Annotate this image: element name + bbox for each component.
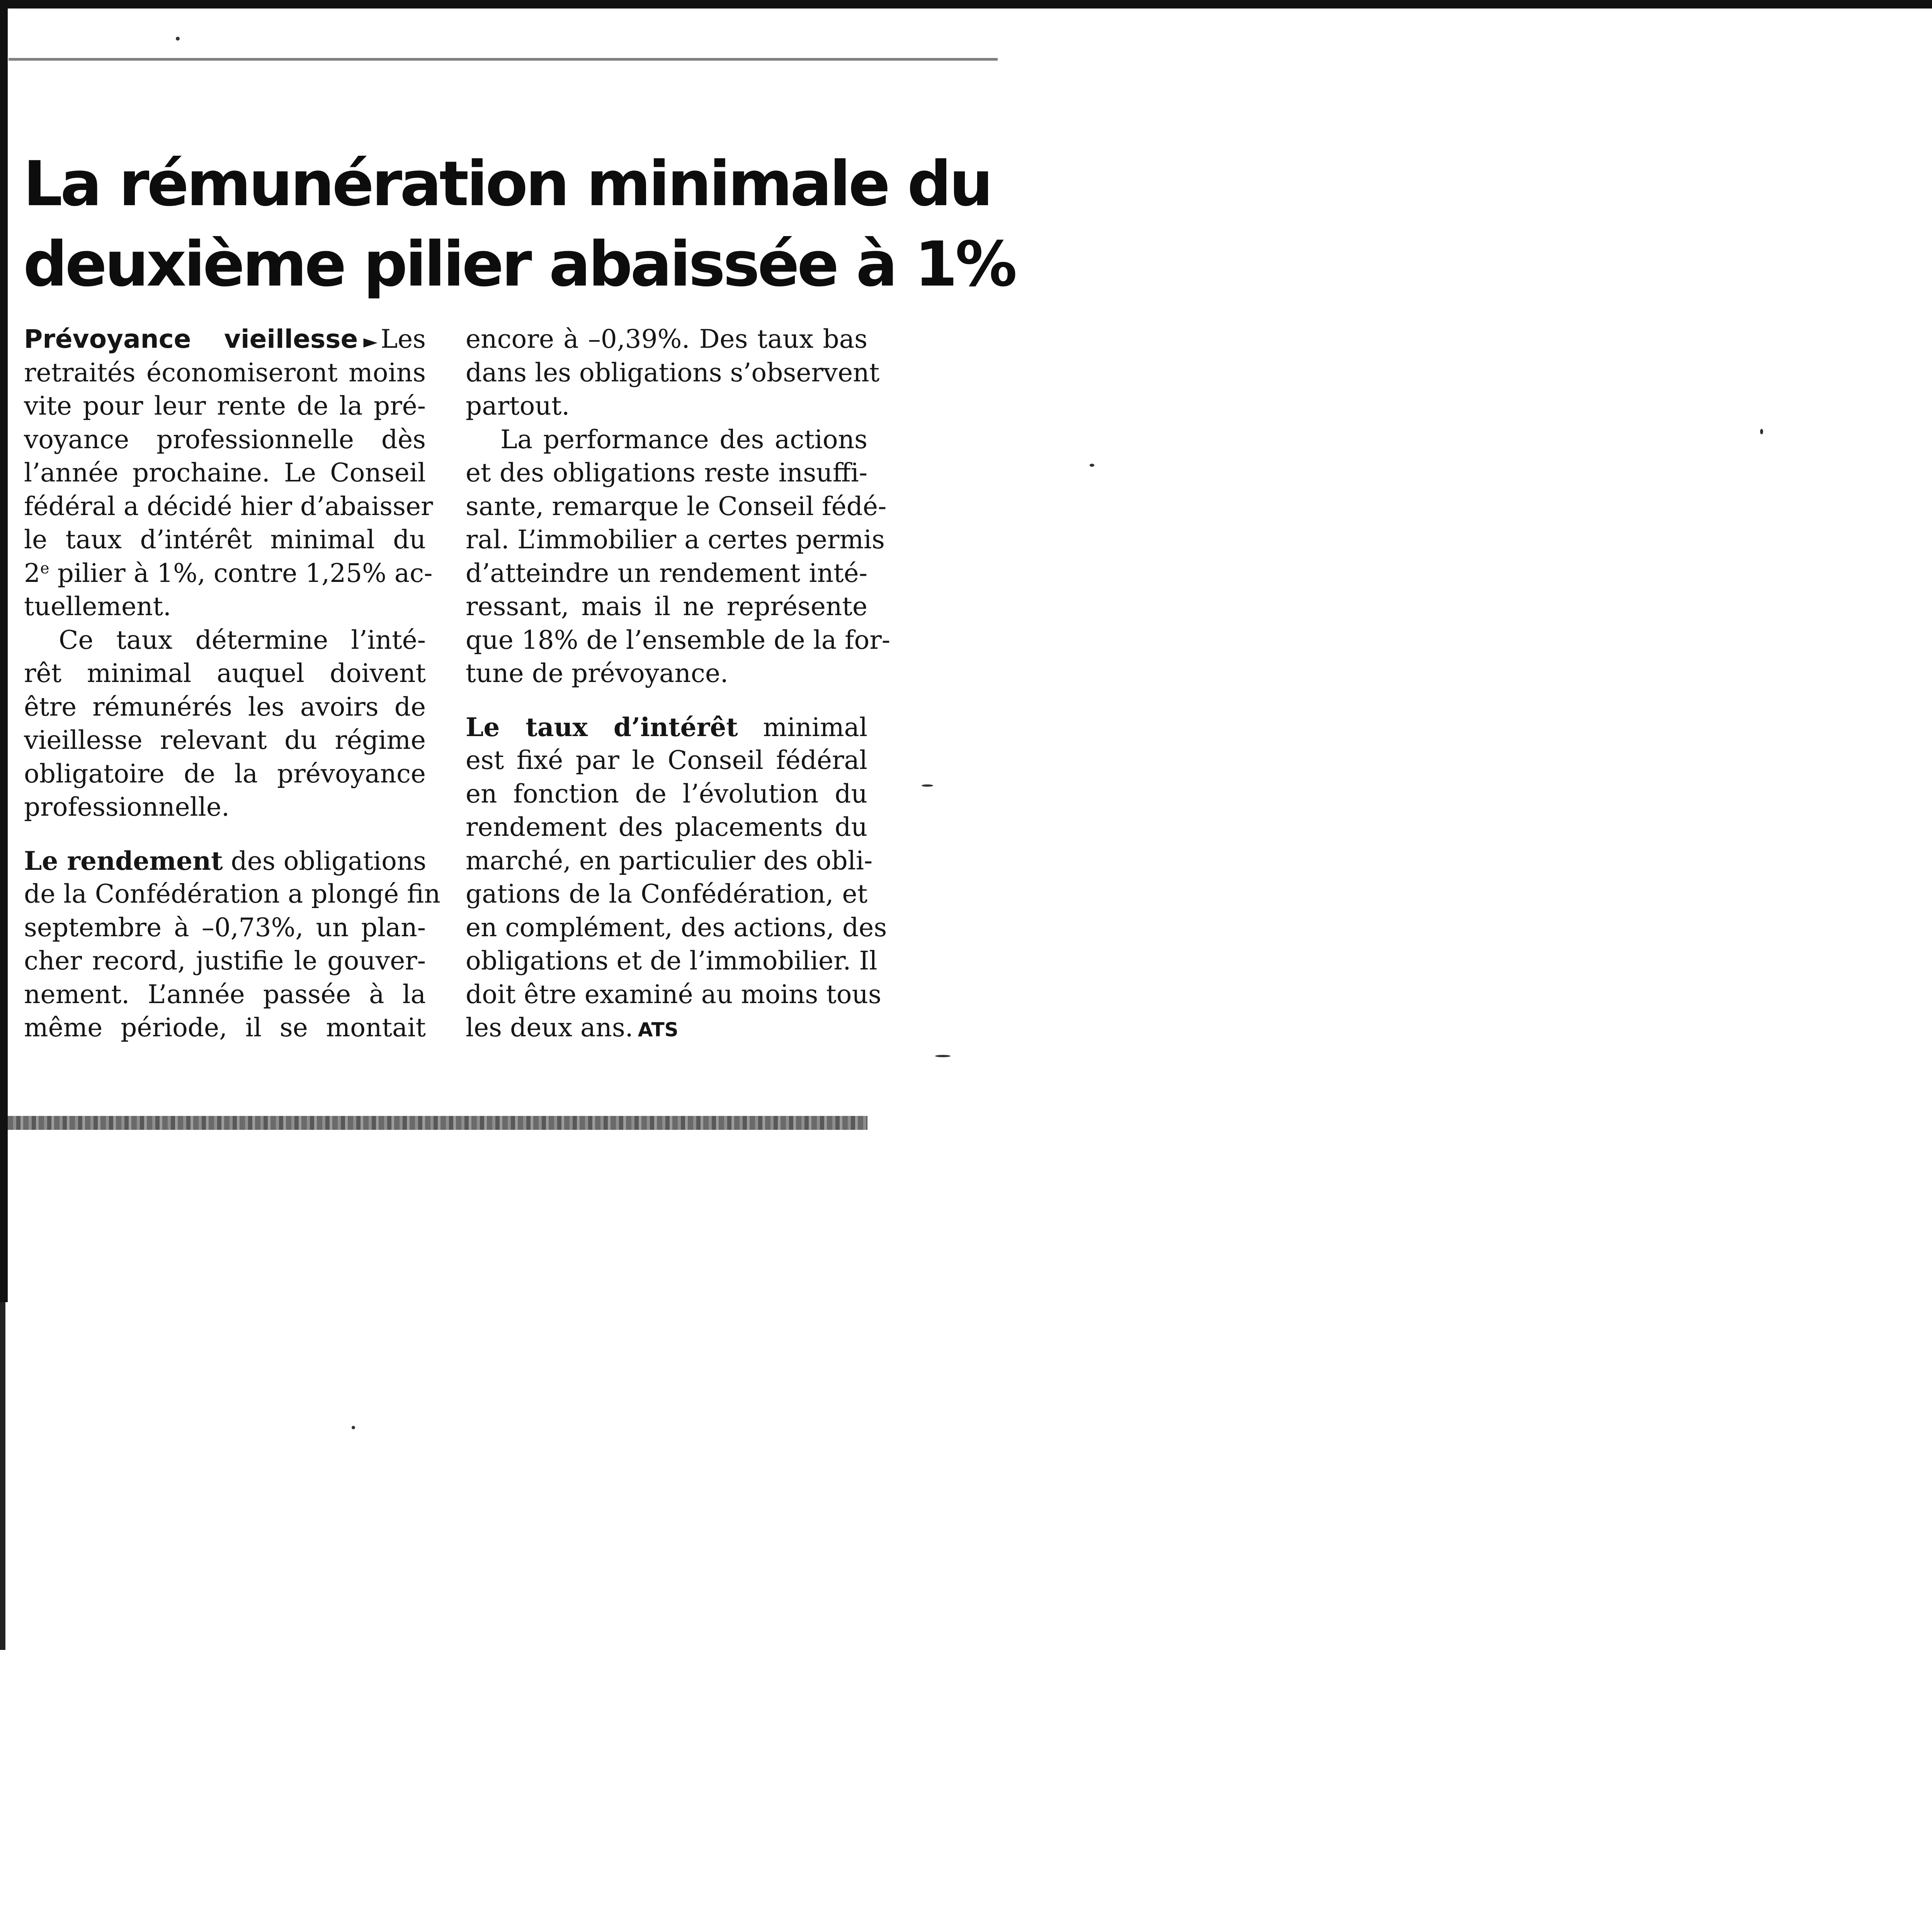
paragraph-lead: Le taux d’intérêt — [466, 712, 738, 742]
body-line: vite pour leur rente de la pré- — [24, 391, 426, 421]
scan-left-edge — [0, 0, 8, 1302]
body-text: les deux ans. — [466, 1013, 633, 1043]
body-line: doit être examiné au moins tous — [466, 979, 881, 1009]
body-line: dans les obligations s’observent — [466, 357, 880, 388]
body-line: encore à –0,39%. Des taux bas — [466, 324, 867, 354]
body-line: marché, en particulier des obli- — [466, 845, 873, 876]
scan-speck — [935, 1055, 951, 1057]
body-line: en fonction de l’évolution du — [466, 779, 867, 809]
body-text: minimal — [738, 712, 867, 742]
body-line: même période, il se montait — [24, 1013, 426, 1043]
body-line: cher record, justifie le gouver- — [24, 946, 426, 976]
top-rule — [9, 58, 998, 61]
body-line — [24, 557, 433, 590]
body-line: fédéral a décidé hier d’abaisser — [24, 491, 433, 521]
body-line: rendement des placements du — [466, 812, 867, 842]
article-column-left — [24, 323, 440, 1045]
headline — [23, 144, 1015, 304]
body-line: l’année prochaine. Le Conseil — [24, 458, 426, 488]
agency-signature: ATS — [638, 1019, 679, 1041]
kicker: Prévoyance vieillesse — [24, 324, 358, 354]
body-line: voyance professionnelle dès — [24, 424, 426, 454]
headline-line: La rémunération minimale du — [23, 148, 991, 220]
body-text: des obligations — [223, 846, 427, 876]
body-line: que 18% de l’ensemble de la for- — [466, 625, 891, 655]
body-line: vieillesse relevant du régime — [24, 725, 426, 755]
scan-speck — [352, 1426, 355, 1429]
body-line: partout. — [466, 391, 570, 421]
scan-left-edge-lower — [0, 1302, 5, 1650]
body-line: Ce taux détermine l’inté- — [59, 625, 426, 655]
article-column-right — [466, 323, 891, 1045]
body-text: pilier à 1%, contre 1,25% ac- — [49, 558, 433, 588]
body-line: obligations et de l’immobilier. Il — [466, 946, 878, 976]
body-line: tune de prévoyance. — [466, 658, 728, 688]
body-text: 2 — [24, 558, 40, 588]
body-text: Les — [381, 324, 426, 354]
scan-speck — [922, 784, 933, 787]
body-line: nement. L’année passée à la — [24, 979, 426, 1009]
body-line: sante, remarque le Conseil fédé- — [466, 491, 887, 521]
scan-speck — [1760, 429, 1763, 434]
scan-speck — [176, 37, 180, 41]
body-line — [466, 711, 867, 744]
scan-speck — [1090, 464, 1094, 467]
body-line: professionnelle. — [24, 792, 230, 822]
body-line: d’atteindre un rendement inté- — [466, 558, 867, 588]
body-line: est fixé par le Conseil fédéral — [466, 745, 867, 775]
body-line: de la Confédération a plongé fin — [24, 879, 440, 909]
body-line: gations de la Confédération, et — [466, 879, 867, 909]
body-line — [24, 323, 426, 356]
body-line: en complément, des actions, des — [466, 912, 887, 942]
body-line: septembre à –0,73%, un plan- — [24, 912, 426, 942]
body-line: et des obligations reste insuffi- — [466, 458, 867, 488]
body-line: le taux d’intérêt minimal du — [24, 525, 426, 554]
body-line: tuellement. — [24, 592, 172, 621]
body-line: obligatoire de la prévoyance — [24, 759, 426, 789]
body-line — [24, 844, 426, 878]
body-line: La performance des actions — [500, 424, 867, 454]
bottom-rule — [8, 1116, 867, 1130]
body-line: retraités économiseront moins — [24, 357, 426, 388]
headline-line: deuxième pilier abaissée à 1% — [23, 228, 1015, 300]
arrow-icon: ► — [363, 331, 378, 352]
body-line: ral. L’immobilier a certes permis — [466, 525, 885, 554]
paragraph-lead: Le rendement — [24, 845, 223, 876]
scan-top-edge — [0, 0, 1932, 9]
body-line: rêt minimal auquel doivent — [24, 658, 426, 688]
body-line: être rémunérés les avoirs de — [24, 692, 426, 722]
ordinal-superscript: e — [40, 559, 49, 577]
body-line: ressant, mais il ne représente — [466, 592, 867, 621]
body-line — [466, 1011, 867, 1045]
